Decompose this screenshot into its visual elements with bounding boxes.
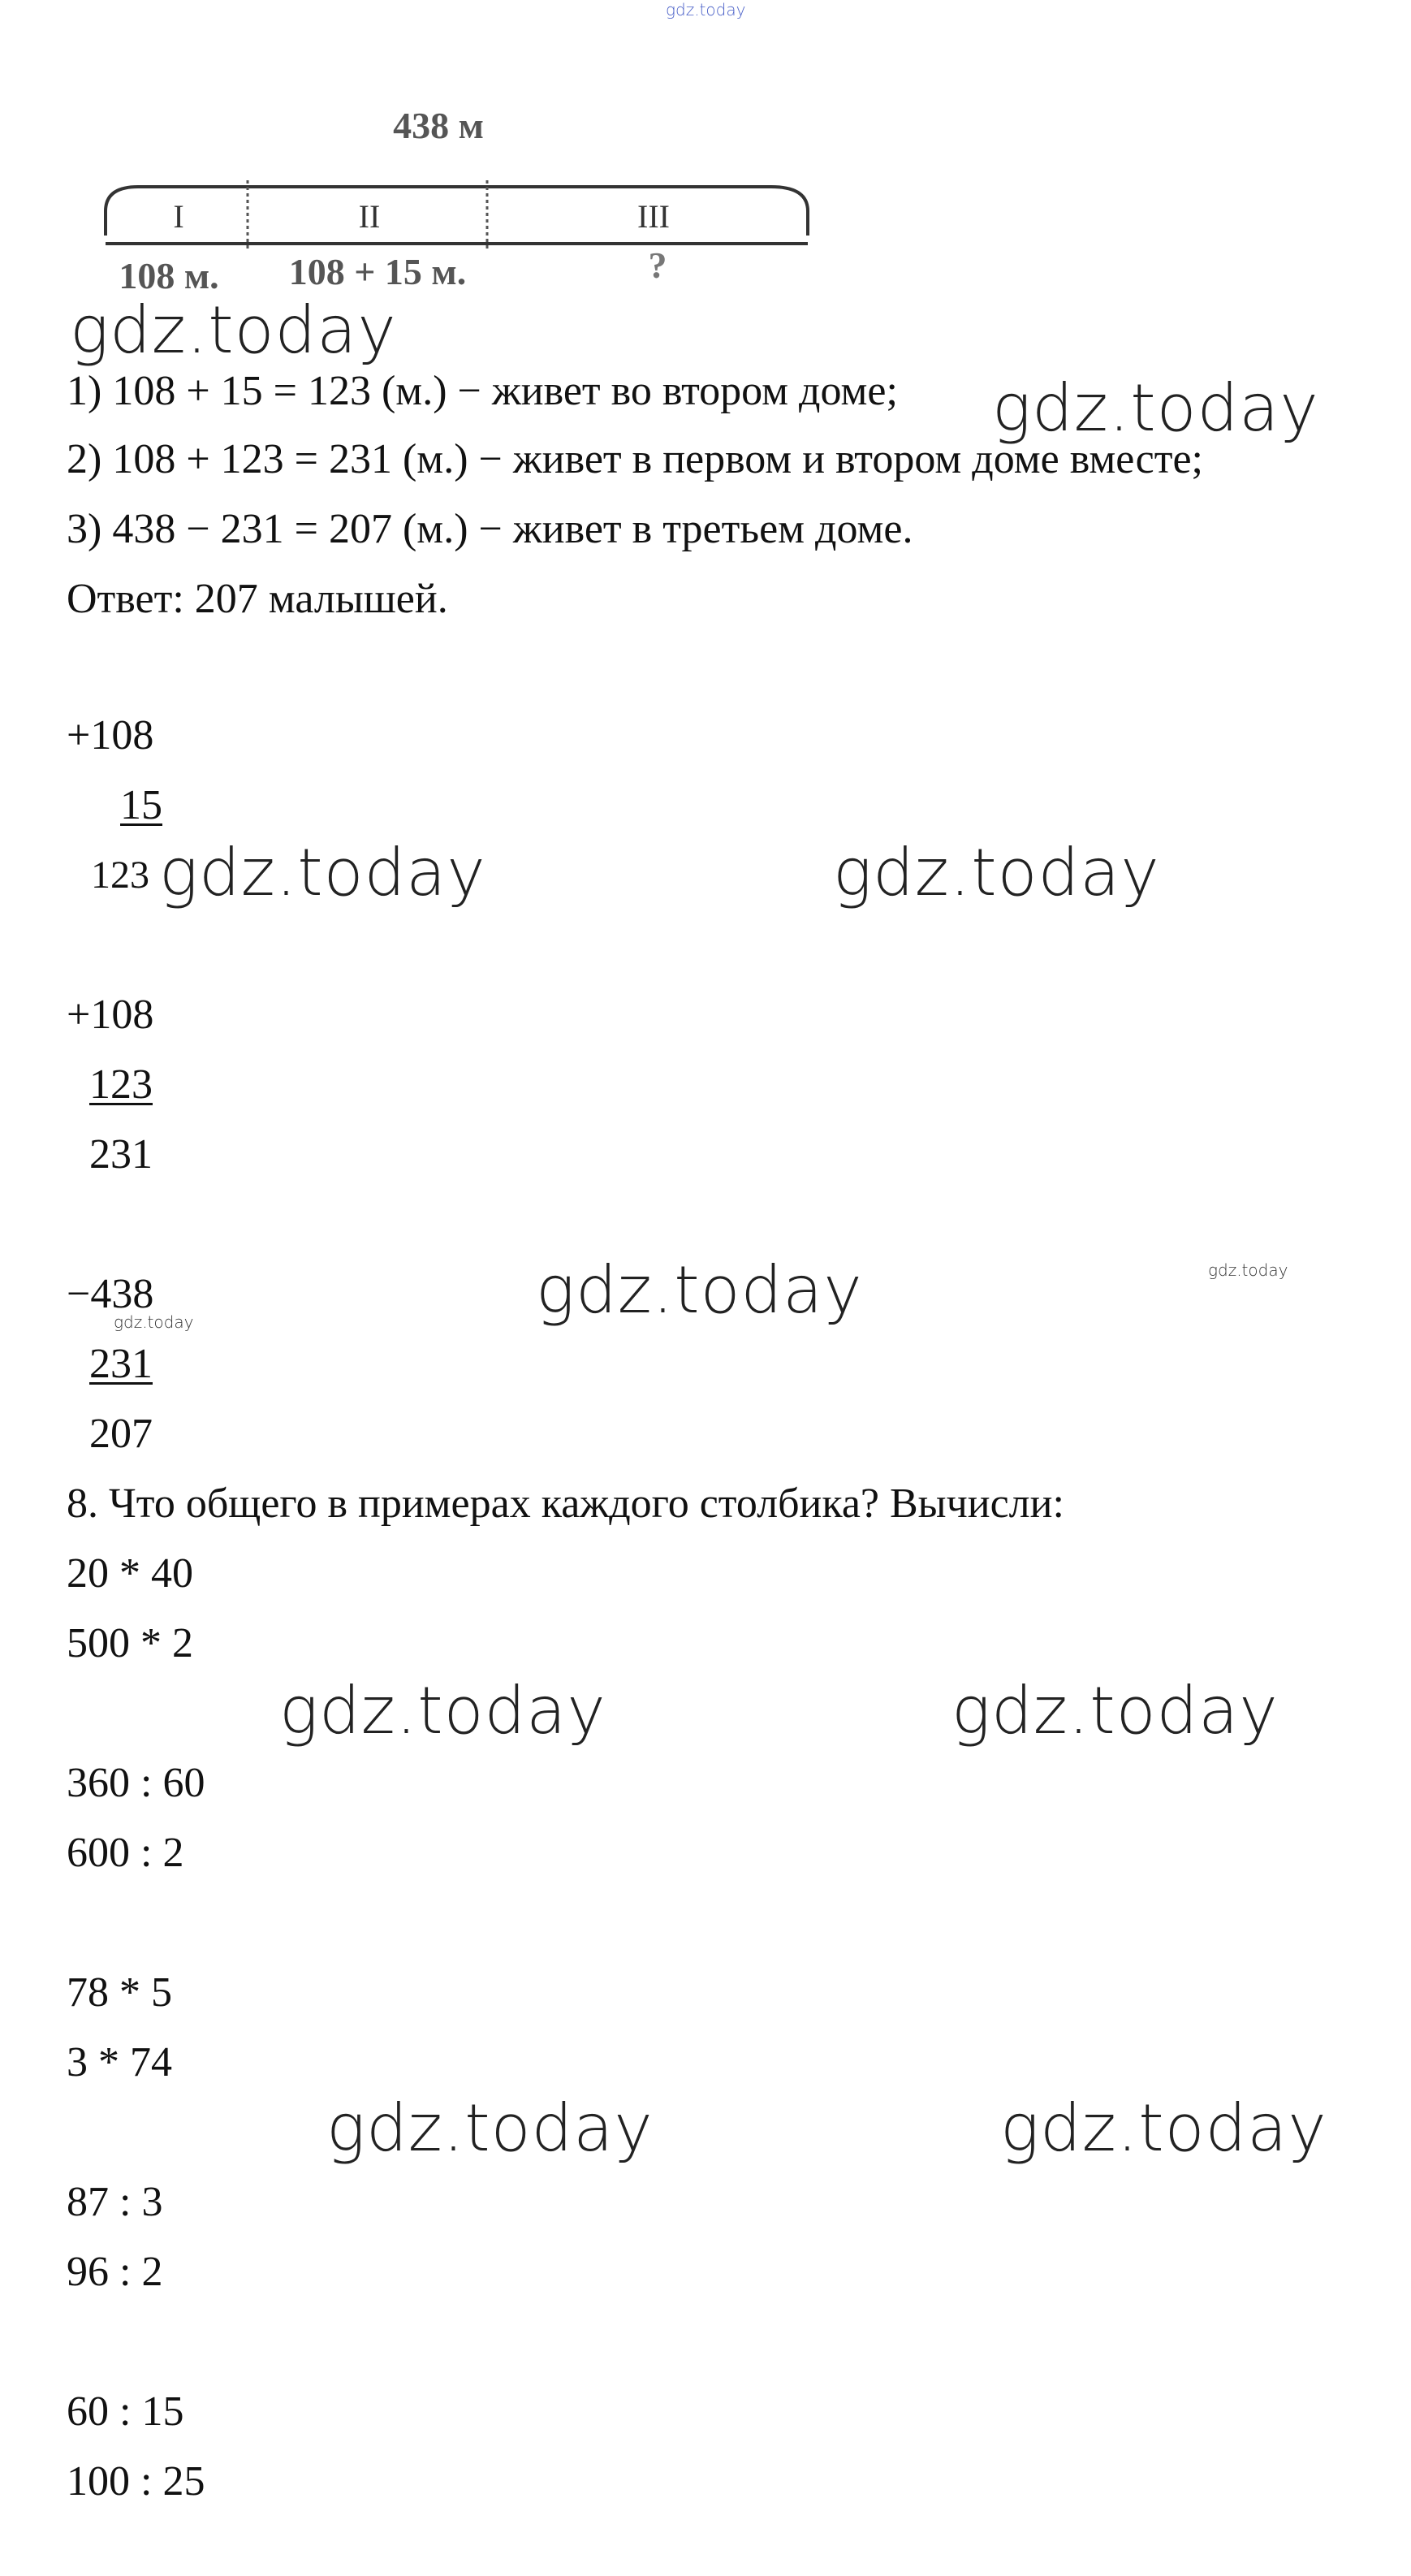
column-2-second: 123 xyxy=(89,1061,153,1108)
segment-value-1: 108 м. xyxy=(119,255,219,296)
solution-step-2: 2) 108 + 123 = 231 (м.) − живет в первом и втором доме вместе; xyxy=(67,436,1203,482)
column-2-top: +108 xyxy=(67,992,154,1038)
segment-label-1: I xyxy=(173,198,184,235)
column-3-second: 231 xyxy=(89,1341,153,1387)
task8-group4-line2: 96 : 2 xyxy=(67,2249,163,2295)
watermark-small-2: gdz.today xyxy=(1208,1260,1288,1280)
answer: Ответ: 207 малышей. xyxy=(67,576,448,622)
task8-group3-line2: 3 * 74 xyxy=(67,2039,172,2085)
watermark-2: gdz.today xyxy=(992,370,1319,446)
task8-group5-line1: 60 : 15 xyxy=(67,2388,184,2435)
solution-step-1: 1) 108 + 15 = 123 (м.) − живет во втором доме; xyxy=(67,368,898,414)
task8-group3-line1: 78 * 5 xyxy=(67,1969,172,2016)
segment-diagram xyxy=(73,89,852,309)
task8-title: 8. Что общего в примерах каждого столбика? Вычисли: xyxy=(67,1480,1064,1527)
task8-group1-line2: 500 * 2 xyxy=(67,1620,193,1666)
solution-step-3: 3) 438 − 231 = 207 (м.) − живет в третьем доме. xyxy=(67,506,913,552)
segment-value-3: ? xyxy=(648,244,667,286)
column-1-top: +108 xyxy=(67,712,154,759)
task8-group2-line1: 360 : 60 xyxy=(67,1760,205,1806)
task8-group4-line1: 87 : 3 xyxy=(67,2179,163,2225)
watermark-8: gdz.today xyxy=(326,2090,654,2166)
watermark-9: gdz.today xyxy=(1000,2090,1327,2166)
segment-value-2: 108 + 15 м. xyxy=(288,251,467,292)
column-1-second: 15 xyxy=(120,782,162,828)
task8-group5-line2: 100 : 25 xyxy=(67,2458,205,2505)
watermark-1: gdz.today xyxy=(70,292,397,368)
segment-label-3: III xyxy=(637,198,670,235)
task8-group1-line1: 20 * 40 xyxy=(67,1550,193,1597)
segment-label-2: II xyxy=(358,198,381,235)
column-3-result: 207 xyxy=(89,1411,153,1457)
watermark-top: gdz.today xyxy=(666,0,746,19)
column-1-result: 123 xyxy=(91,854,149,897)
task8-group2-line2: 600 : 2 xyxy=(67,1830,184,1876)
column-2-result: 231 xyxy=(89,1131,153,1178)
watermark-7: gdz.today xyxy=(951,1673,1279,1748)
watermark-6: gdz.today xyxy=(279,1673,606,1748)
watermark-4: gdz.today xyxy=(833,835,1160,910)
column-3-top: −438 xyxy=(67,1271,154,1317)
diagram-total: 438 м xyxy=(393,105,484,146)
watermark-5: gdz.today xyxy=(536,1252,863,1328)
diagram-brace xyxy=(106,187,808,236)
watermark-small-1: gdz.today xyxy=(114,1312,194,1332)
watermark-3: gdz.today xyxy=(159,835,486,910)
